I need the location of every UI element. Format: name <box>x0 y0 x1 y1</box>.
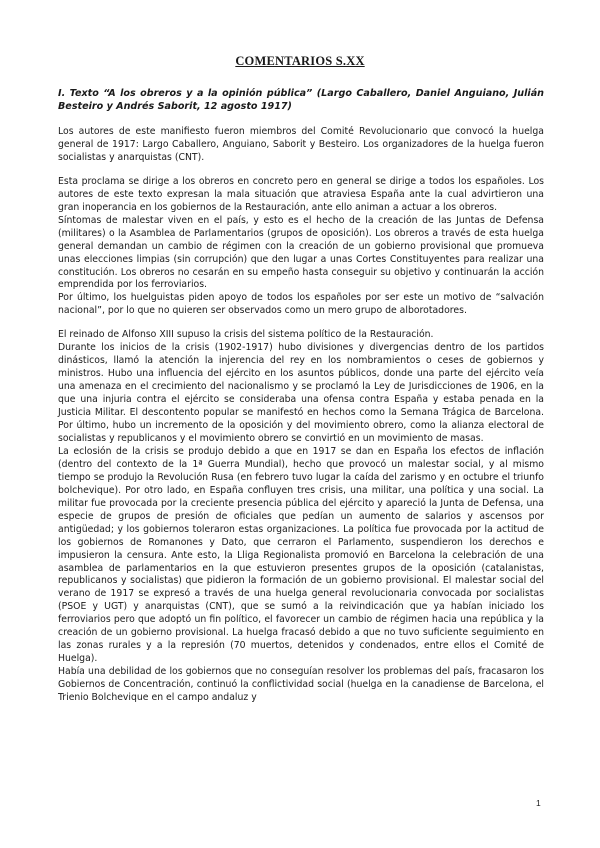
paragraph: Los autores de este manifiesto fueron miembros del Comité Revolucionario que convocó la huelga general de 1917: Largo Caballero, Anguiano, Saborit y Besteiro. Los organizadores de la huelga fueron socialistas y anarquistas (CNT). <box>58 126 544 163</box>
paragraph: Síntomas de malestar viven en el país, y esto es el hecho de la creación de las Juntas de Defensa (militares) o la Asamblea de Parlamentarios (grupos de oposición). Los obreros a través de esta huelga general demandan un cambio de régimen con la creación de un gobierno provisional que promueva unas elecciones limpias (sin corrupción) que den lugar a unas Cortes Constituyentes para realizar una constitución. Los obreros no cesarán en su empeño hasta conseguir su objetivo y continuarán la acción emprendida por los ferroviarios. <box>58 214 544 291</box>
page-number: 1 <box>536 798 541 808</box>
paragraph: Había una debilidad de los gobiernos que no conseguían resolver los problemas del país, fracasaron los Gobiernos de Concentración, continuó la conflictividad social (huelga en la canadiense de Barcelona, el Trienio Bolchevique en el campo andaluz y <box>58 666 544 704</box>
paragraph: La eclosión de la crisis se produjo debido a que en 1917 se dan en España los efectos de inflación (dentro del contexto de la 1ª Guerra Mundial), hecho que provocó un malestar social, y al mismo tiempo se produjo la Revolución Rusa (en febrero tuvo lugar la caída del zarismo y en octubre el triunfo bolchevique). Por otro lado, en España confluyen tres crisis, una militar, una política y una social. La militar fue provocada por la creciente presencia pública del ejército y apareció la Junta de Defensa, una especie de grupos de presión de oficiales que pedían un aumento de salarios y ascensos por antigüedad; y los gobiernos toleraron estas organizaciones. La política fue provocada por la actitud de los gobiernos de Romanones y Dato, que cerraron el Parlamento, suspendieron los derechos e impusieron la censura. Ante esto, la Lliga Regionalista promovió en Barcelona la celebración de una asamblea de parlamentarios en la que estuvieron presentes grupos de la oposición (catalanistas, republicanos y socialistas) que pidieron la formación de un gobierno provisional. El malestar social del verano de 1917 se expresó a través de una huelga general revolucionaria convocada por socialistas (PSOE y UGT) y anarquistas (CNT), que se sumó a la reivindicación que ya habían iniciado los ferroviarios pero que adoptó un fin político, el favorecer un cambio de régimen hacia una república y la creación de un gobierno provisional. La huelga fracasó debido a que no tuvo suficiente seguimiento en las zonas rurales y a la represión (70 muertos, detenidos y condenados, entre ellos el Comité de Huelga). <box>58 445 544 665</box>
document-title: COMENTARIOS S.XX <box>235 54 365 68</box>
paragraph: Esta proclama se dirige a los obreros en concreto pero en general se dirige a todos los españoles. Los autores de este texto expresan la mala situación que atraviesa España ante la cual advirtieron una gran inoperancia en los gobiernos de la Restauración, ante ello animan a actuar a los obreros. <box>58 175 544 213</box>
document-body <box>58 126 544 705</box>
paragraph: El reinado de Alfonso XIII supuso la crisis del sistema político de la Restauración. <box>58 329 434 341</box>
paragraph: Por último, los huelguistas piden apoyo de todos los españoles por ser este un motivo de “salvación nacional”, por lo que no quieren ser observados como un mero grupo de alborotadores. <box>58 292 544 317</box>
section-heading: I. Texto “A los obreros y a la opinión pública” (Largo Caballero, Daniel Anguiano, Julián Besteiro y Andrés Saborit, 12 agosto 1917) <box>58 88 544 113</box>
paragraph: Durante los inicios de la crisis (1902-1917) hubo divisiones y divergencias dentro de los partidos dinásticos, llamó la atención la injerencia del rey en los nombramientos o ceses de gobiernos y ministros. Hubo una influencia del ejército en los asuntos públicos, donde una parte del ejército veía una amenaza en el crecimiento del nacionalismo y se proclamó la Ley de Jurisdicciones de 1906, en la que una injuria contra el ejército se consideraba una ofensa contra España y estaba penada en la Justicia Militar. El descontento popular se manifestó en hechos como la Semana Trágica de Barcelona. Por último, hubo un incremento de la oposición y del movimiento obrero, como la alianza electoral de socialistas y republicanos y el movimiento obrero se convirtió en un movimiento de masas. <box>58 342 544 444</box>
